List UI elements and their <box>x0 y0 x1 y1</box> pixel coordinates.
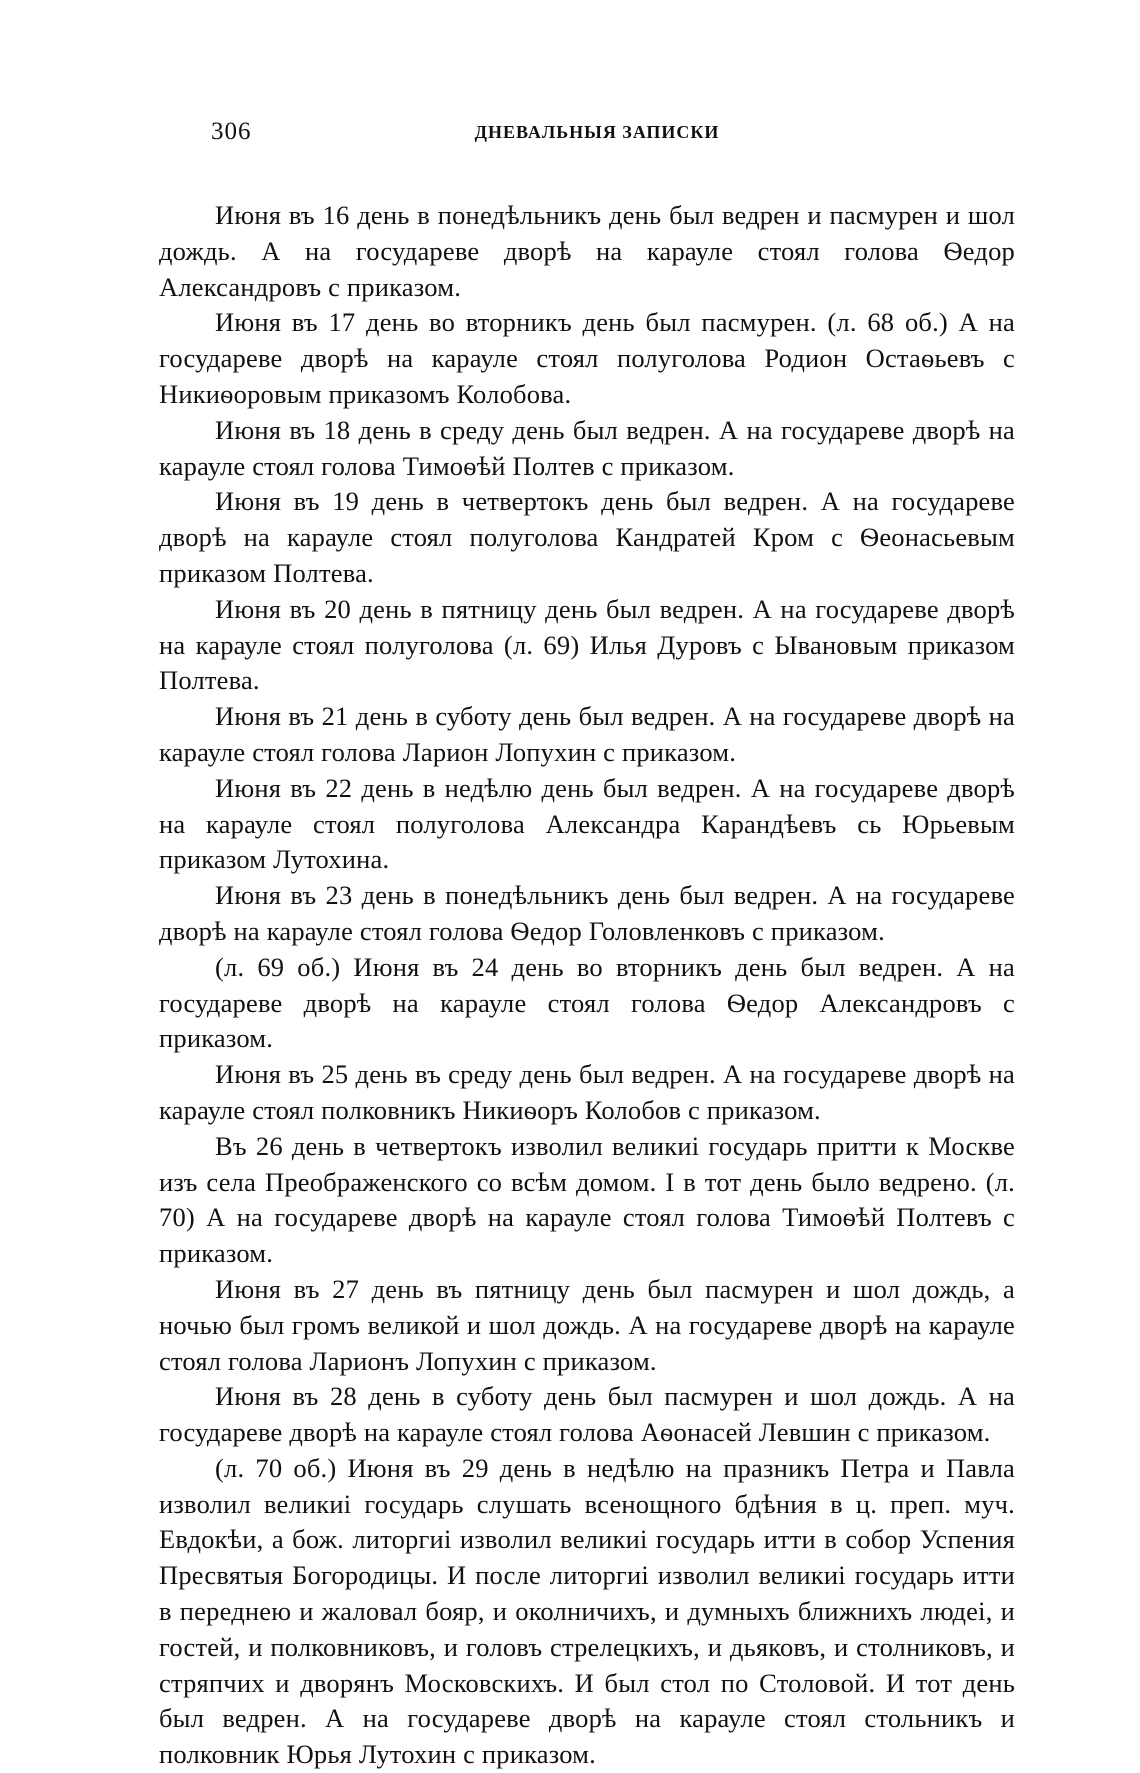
page-header <box>159 100 1015 160</box>
diary-entry-june-28: Июня въ 28 день в суботу день был пасмурен и шол дождь. А на государеве дворѣ на карауле стоял голова Аѳонасей Левшин с приказом. <box>159 1381 1015 1448</box>
diary-entry-june-25: Июня въ 25 день въ среду день был ведрен. А на государеве дворѣ на карауле стоял полковникъ Никиѳоръ Колобов с приказом. <box>159 1059 1015 1125</box>
diary-entry-june-19: Июня въ 19 день в четвертокъ день был ведрен. А на государеве дворѣ на карауле стоял полуголова Кандратей Кром с Ѳеонасьевым приказом Полтева. <box>159 486 1015 588</box>
page-body <box>159 198 1015 1773</box>
diary-entry-june-22: Июня въ 22 день в недѣлю день был ведрен. А на государеве дворѣ на карауле стоял полуголова Александра Карандѣевъ сь Юрьевым приказом Лутохина. <box>159 772 1015 875</box>
page-number: 306 <box>211 118 252 145</box>
diary-entry-june-18: Июня въ 18 день в среду день был ведрен. А на государеве дворѣ на карауле стоял голова Тимоѳѣй Полтев с приказом. <box>159 414 1015 481</box>
diary-entry-june-24: (л. 69 об.) Июня въ 24 день во вторникъ день был ведрен. А на государеве дворѣ на карауле стоял голова Ѳедор Александровъ с приказом. <box>159 951 1015 1054</box>
diary-entry-june-23: Июня въ 23 день в понедѣльникъ день был ведрен. А на государеве дворѣ на карауле стоял голова Ѳедор Головленковъ с приказом. <box>159 880 1015 946</box>
diary-entry-june-16: Июня въ 16 день в понедѣльникъ день был ведрен и пасмурен и шол дождь. А на государеве дворѣ на карауле стоял голова Ѳедор Александровъ с приказом. <box>159 200 1015 302</box>
diary-entry-june-17: Июня въ 17 день во вторникъ день был пасмурен. (л. 68 об.) А на государеве дворѣ на карауле стоял полуголова Родион Остаѳьевъ с Никиѳоровым приказомъ Колобова. <box>159 307 1015 409</box>
running-title: ДНЕВАЛЬНЫЯ ЗАПИСКИ <box>474 122 720 142</box>
diary-entry-june-27: Июня въ 27 день въ пятницу день был пасмурен и шол дождь, а ночью был громъ великой и шол дождь. А на государеве дворѣ на карауле стоял голова Ларионъ Лопухин с приказом. <box>159 1273 1015 1376</box>
diary-entry-june-21: Июня въ 21 день в суботу день был ведрен. А на государеве дворѣ на карауле стоял голова Ларион Лопухин с приказом. <box>159 701 1015 767</box>
diary-entry-june-20: Июня въ 20 день в пятницу день был ведрен. А на государеве дворѣ на карауле стоял полуголова (л. 69) Илья Дуровъ с Ывановым приказом Полтева. <box>159 593 1015 696</box>
diary-entry-june-29: (л. 70 об.) Июня въ 29 день в недѣлю на празникъ Петра и Павла изволил великиі государь слушать всенощного бдѣния в ц. преп. муч. Евдокѣи, а бож. литоргиі изволил великиі государь итти в собор Успения Пресвятыя Богородицы. И после литоргиі изволил великиі государь итти в переднею и жаловал бояр, и околничихъ, и думныхъ ближнихъ людеі, и гостей, и полковниковъ, и головъ стрелецкихъ, и дьяковъ, и столниковъ, и стряпчих и дворянъ Московскихъ. И был стол по Столовой. И тот день был ведрен. А на государеве дворѣ на карауле стоял стольникъ и полковник Юрья Лутохин с приказом. <box>159 1452 1015 1770</box>
book-page <box>159 100 1015 1773</box>
diary-entry-june-26: Въ 26 день в четвертокъ изволил великиі государь притти к Москве изъ села Преображенского со всѣм домом. І в тот день было ведрено. (л. 70) А на государеве дворѣ на карауле стоял голова Тимоѳѣй Полтевъ с приказом. <box>159 1130 1015 1269</box>
